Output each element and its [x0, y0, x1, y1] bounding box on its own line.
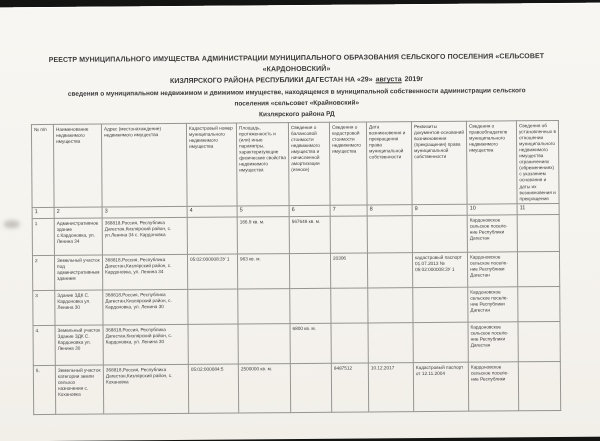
- cell-rightholder: Кардоновское сельское поселе-ние Республики Дагестан: [467, 252, 517, 287]
- cell-balance-value: [290, 289, 331, 324]
- document-subtitle-line2: поселения «сельсовет «Крайновский»: [234, 99, 360, 108]
- column-header: Сведения о правообладателе муниципального недвижимого имущества: [466, 121, 517, 205]
- document-subtitle-line3: Кизлярского района РД: [259, 111, 335, 119]
- column-number: 10: [467, 204, 517, 215]
- document-subtitle-line1: сведения о муниципальном недвижимом и движимом имуществе, находящемся в муниципальной собственности администрации сельского: [67, 87, 526, 99]
- cell-address: 368818,Россия, Республика Дагестан,Кизлярский район, с. ул.Ленина 34 с. Кардоновка: [102, 218, 187, 256]
- column-number: 2: [54, 207, 102, 218]
- cell-cadastral-number: 05:02:000084:5: [188, 364, 238, 413]
- cell-right-date: [367, 253, 412, 288]
- title-date-prefix: КИЗЛЯРСКОГО РАЙОНА РЕСПУБЛИКИ ДАГЕСТАН НА «29»: [170, 76, 373, 86]
- column-header: Сведения о кадастровой стоимости недвижимого имущества: [329, 122, 367, 206]
- cell-area: 963 кв. м.: [237, 254, 289, 289]
- cell-documents: [413, 323, 468, 363]
- cell-area: [238, 289, 290, 324]
- cell-cadastral-value: 20306: [330, 253, 367, 288]
- column-number: 3: [102, 207, 187, 219]
- cell-balance-value: 567649 кв. м.: [289, 217, 330, 254]
- cell-area: [238, 324, 290, 364]
- cell-right-date: 10.12.2017: [368, 363, 413, 412]
- column-number: 8: [367, 205, 412, 216]
- cell-documents: [413, 288, 468, 323]
- cell-restrictions: [517, 252, 559, 287]
- column-header: № п/п: [31, 124, 54, 208]
- cell-row-number: 2: [32, 256, 54, 291]
- cell-restrictions: [518, 287, 560, 322]
- column-number: 7: [330, 205, 367, 216]
- cell-balance-value: [290, 364, 331, 413]
- cell-cadastral-value: [330, 216, 367, 253]
- column-header: Площадь, протяженность и (или) иные параметры, характеризующие физические свойства недвижимого имущества: [236, 123, 289, 207]
- cell-restrictions: [517, 215, 559, 252]
- cell-row-number: 3: [33, 291, 55, 326]
- column-header: Наименование недвижимого имущества: [53, 124, 102, 208]
- cell-balance-value: 6800 кв. м.: [290, 324, 331, 364]
- column-number: 4: [187, 206, 237, 217]
- cell-cadastral-value: [331, 323, 368, 363]
- cell-address: 368818,Россия, Республика Дагестан,Кизлярский район, с. Кардоновка, ул. Ленина 30: [103, 290, 188, 326]
- document-header: [26, 51, 567, 123]
- cell-documents: Кадастровый паспорт от 12.11.2004: [413, 363, 468, 412]
- cell-documents: кадастровый паспорт 01.07.2013 № 05:02:000008:3У 1: [412, 253, 467, 288]
- document-title-line1: РЕЕСТР МУНИЦИПАЛЬНОГО ИМУЩЕСТВА АДМИНИСТРАЦИИ МУНИЦИПАЛЬНОГО ОБРАЗОВАНИЯ СЕЛЬСКОГО ПОСЕЛЕНИЯ «СЕЛЬСОВЕТ «КАРДОНОВСКИЙ»: [48, 53, 545, 74]
- cell-rightholder: Кардоновское сельское поселе-ние Республики: [468, 362, 518, 411]
- cell-right-date: [368, 288, 413, 323]
- column-header: Реквизиты документов-оснований возникновения (прекращения) права муниципальной собственности: [411, 121, 467, 205]
- cell-area: 166.9 кв. м.: [237, 217, 289, 254]
- cell-balance-value: [289, 254, 330, 289]
- cell-documents: [412, 216, 467, 253]
- column-number: 11: [517, 204, 559, 215]
- cell-right-date: [367, 216, 412, 253]
- cell-restrictions: [518, 322, 560, 362]
- column-header: Сведения об установленных в отношении муниципального недвижимого имущества ограничениях (обременениях) с указанием основания и даты их возникновения и прекращения: [516, 120, 559, 204]
- column-header: Адрес (местонахождение) недвижимого имущества: [101, 123, 187, 207]
- cell-address: 368818,Россия, Республика Дагестан,Кизлярский район, с. Кохановка: [103, 365, 188, 415]
- cell-property-name: Земельный участок категории земли сельхоз назначения с. Кохановка: [55, 365, 103, 414]
- cell-property-name: Земельный участок под административным зданием: [54, 255, 102, 290]
- title-date-month: августа: [375, 76, 402, 84]
- cell-row-number: 4.: [33, 326, 55, 366]
- table-row: [32, 215, 559, 256]
- cell-property-name: Здание ЗДК С. Кардоновка ул. Ленина 30: [55, 290, 103, 325]
- column-number: 5: [237, 206, 289, 217]
- cell-row-number: 5.: [33, 366, 55, 415]
- table-row: [33, 287, 560, 326]
- table-row: [33, 322, 560, 366]
- column-header: Кадастровый номер муниципального недвижимого имущества: [186, 123, 237, 207]
- column-number: 9: [412, 205, 467, 216]
- cell-property-name: Земельный участок Здание ЗДК С. Кардоновка ул. Ленина 30: [55, 325, 103, 365]
- cell-rightholder: Кардоновское сельское поселе-ние Республики Дагестан: [467, 215, 517, 252]
- cell-rightholder: Кардоновское сельское поселе-ние Республики Дагестан: [468, 287, 518, 322]
- cell-row-number: 1: [32, 219, 54, 256]
- property-register-table: [31, 120, 561, 416]
- cell-cadastral-value: [331, 288, 368, 323]
- column-header: Сведения о балансовой стоимости недвижимого имущества и начисленной амортизации (износе): [288, 122, 330, 206]
- cell-right-date: [368, 323, 413, 363]
- cell-cadastral-number: 05:02:000008:3У 1: [187, 254, 237, 289]
- cell-address: 368818,Россия, Республика Дагестан,Кизлярский район, с. Кардоновка, ул. Ленина 34: [102, 255, 187, 291]
- cell-property-name: Административное здание с.Кардоновка, ул. Ленина 34: [54, 218, 102, 255]
- table-header-row: [31, 120, 559, 208]
- column-number: 1: [32, 208, 54, 219]
- scan-smudge: [4, 220, 20, 228]
- title-date-year: 2019г: [404, 76, 424, 84]
- cell-cadastral-number: [187, 217, 237, 254]
- scanned-paper: [0, 3, 600, 441]
- cell-cadastral-number: [188, 289, 238, 324]
- cell-cadastral-number: [188, 324, 238, 364]
- cell-area: 2500000 кв. м.: [238, 364, 290, 413]
- column-header: Дата возникновения и прекращения права муниципальной собственности: [366, 122, 412, 206]
- cell-rightholder: Кардоновское сельское поселе-ние Республики Дагестан: [468, 322, 518, 362]
- table-row: [33, 362, 560, 415]
- column-number: 6: [289, 206, 330, 217]
- cell-restrictions: [518, 362, 560, 411]
- cell-address: 368818,Россия, Республика Дагестан,Кизлярский район, с. Кардоновка, ул. Ленина 30: [103, 325, 188, 366]
- cell-cadastral-value: 8487512: [331, 363, 368, 412]
- table-row: [32, 252, 559, 291]
